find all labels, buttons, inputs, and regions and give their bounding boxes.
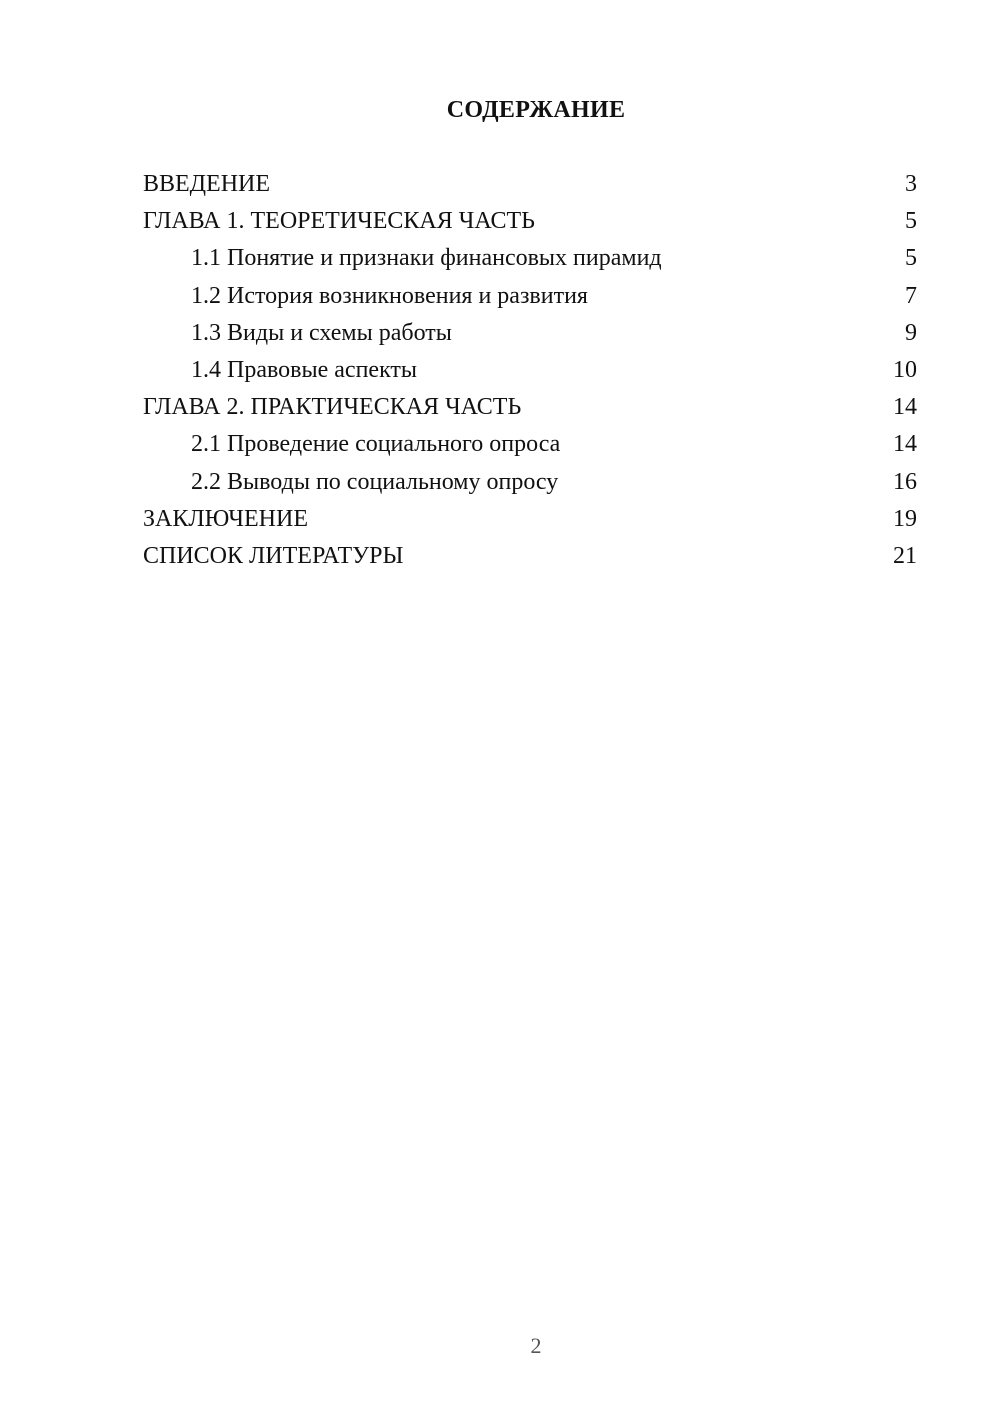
page-number: 2 xyxy=(530,1333,542,1358)
table-of-contents xyxy=(143,168,917,577)
toc-entry-page: 21 xyxy=(893,542,917,569)
toc-entry-label: ГЛАВА 1. ТЕОРЕТИЧЕСКАЯ ЧАСТЬ xyxy=(143,208,535,235)
toc-entry-page: 16 xyxy=(893,468,917,495)
toc-entry-conclusion[interactable] xyxy=(143,503,917,540)
toc-entry-section-2-1[interactable] xyxy=(143,428,917,465)
toc-entry-label: СПИСОК ЛИТЕРАТУРЫ xyxy=(143,542,404,569)
toc-entry-chapter-2[interactable] xyxy=(143,391,917,428)
toc-entry-label: 1.1 Понятие и признаки финансовых пирамид xyxy=(191,245,662,272)
toc-entry-section-1-2[interactable] xyxy=(143,280,917,317)
toc-entry-chapter-1[interactable] xyxy=(143,205,917,242)
toc-entry-label: ВВЕДЕНИЕ xyxy=(143,171,271,197)
toc-entry-label: ГЛАВА 2. ПРАКТИЧЕСКАЯ ЧАСТЬ xyxy=(143,394,522,421)
page-title: СОДЕРЖАНИЕ xyxy=(446,97,626,123)
toc-entry-page: 19 xyxy=(893,505,917,532)
toc-entry-label: 1.4 Правовые аспекты xyxy=(191,356,418,383)
toc-entry-page: 5 xyxy=(905,245,917,272)
toc-entry-section-1-1[interactable] xyxy=(143,242,917,279)
toc-entry-introduction[interactable] xyxy=(143,168,917,205)
toc-entry-label: 2.1 Проведение социального опроса xyxy=(191,431,561,458)
toc-entry-page: 5 xyxy=(905,208,917,235)
toc-entry-label: ЗАКЛЮЧЕНИЕ xyxy=(143,505,308,532)
toc-entry-page: 7 xyxy=(905,282,917,309)
toc-entry-page: 9 xyxy=(905,319,917,346)
toc-entry-page: 3 xyxy=(905,171,917,197)
toc-entry-page: 14 xyxy=(893,394,917,421)
toc-entry-page: 14 xyxy=(893,431,917,458)
toc-entry-label: 1.2 История возникновения и развития xyxy=(191,282,588,309)
toc-entry-label: 1.3 Виды и схемы работы xyxy=(191,319,452,346)
toc-entry-references[interactable] xyxy=(143,540,917,577)
toc-entry-label: 2.2 Выводы по социальному опросу xyxy=(191,468,559,495)
toc-entry-section-1-4[interactable] xyxy=(143,354,917,391)
toc-entry-section-1-3[interactable] xyxy=(143,317,917,354)
toc-entry-page: 10 xyxy=(893,356,917,383)
toc-entry-section-2-2[interactable] xyxy=(143,466,917,503)
